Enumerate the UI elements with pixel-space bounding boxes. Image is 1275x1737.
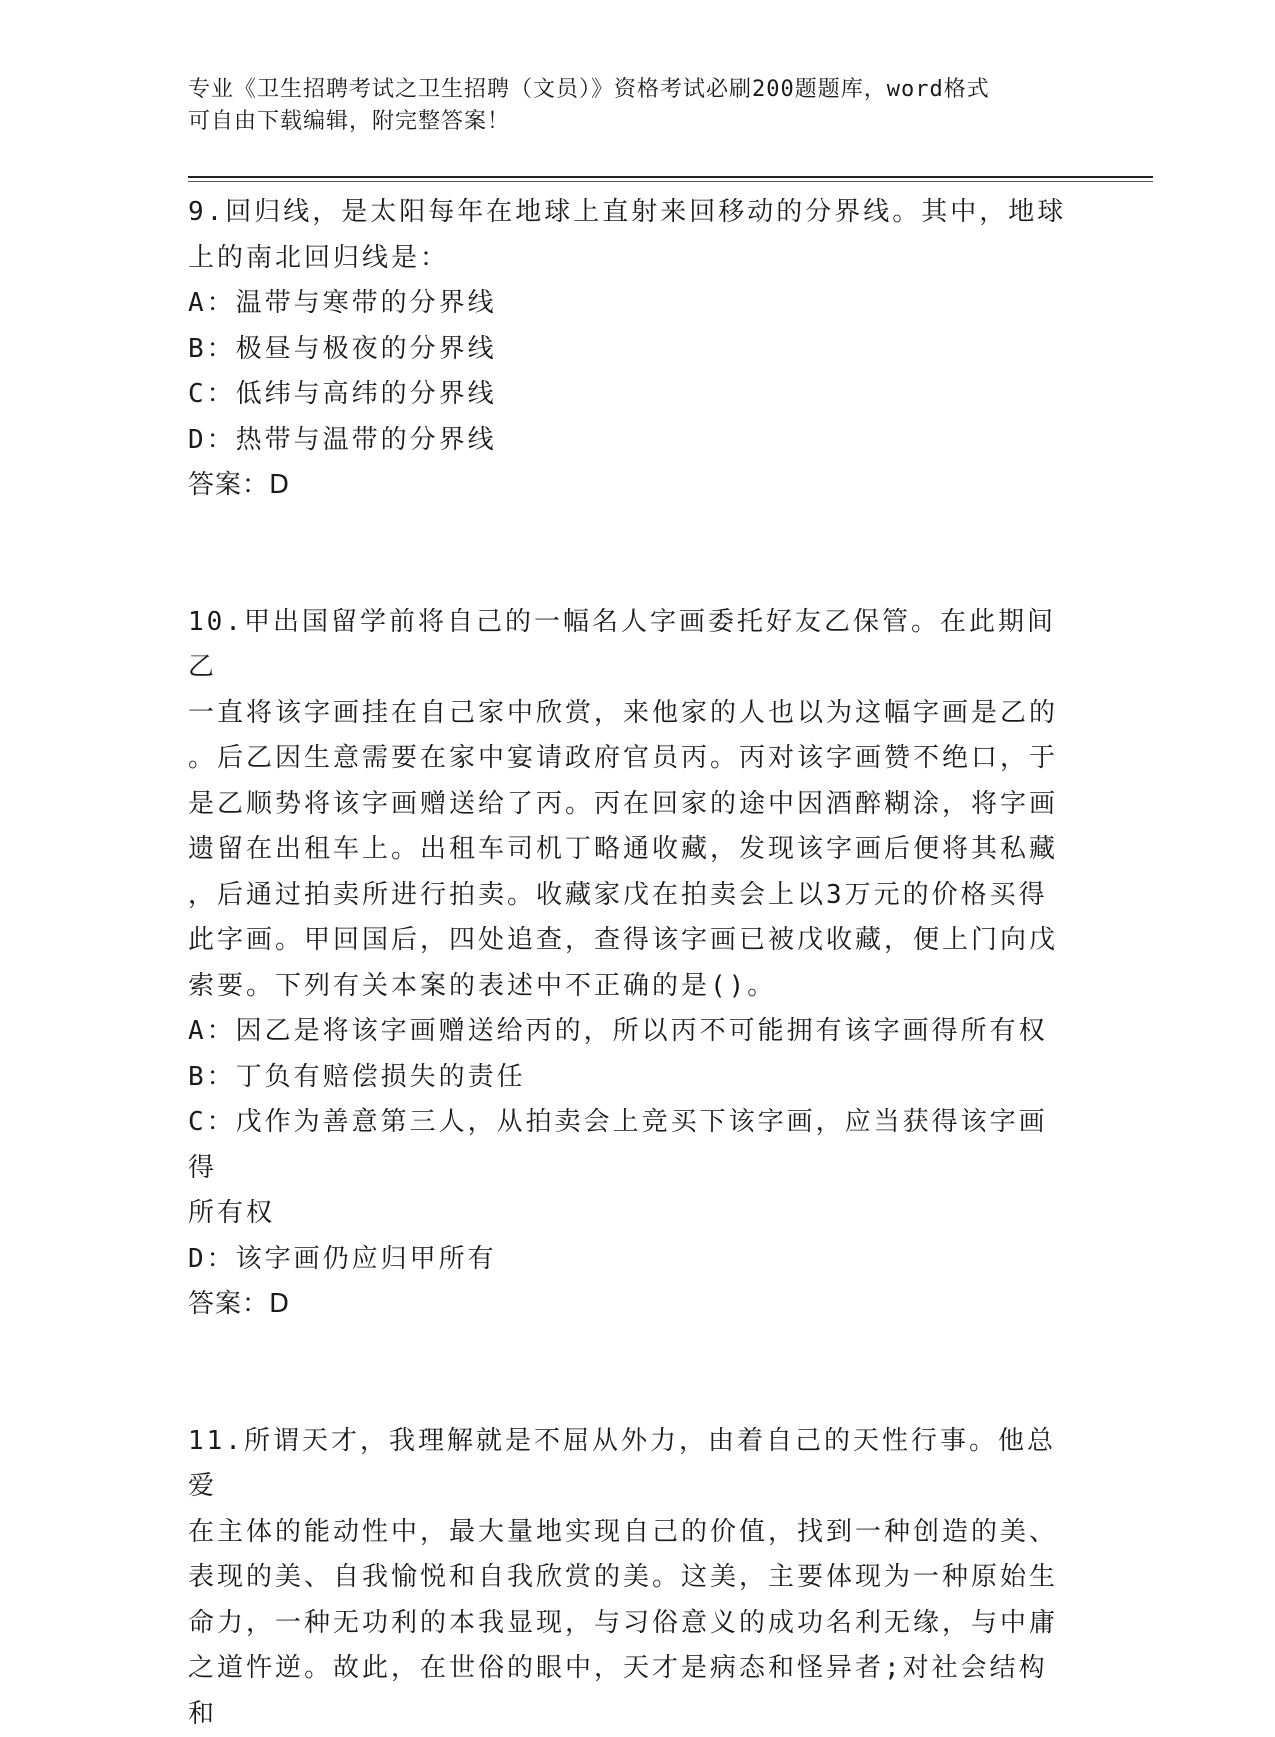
question-stem-line: 9.回归线，是太阳每年在地球上直射来回移动的分界线。其中，地球 bbox=[188, 190, 1073, 236]
question-10 bbox=[188, 600, 1073, 1328]
question-stem-line: 一直将该字画挂在自己家中欣赏，来他家的人也以为这幅字画是乙的 bbox=[188, 691, 1073, 737]
document-header bbox=[188, 74, 1068, 138]
question-stem-line: 表现的美、自我愉悦和自我欣赏的美。这美，主要体现为一种原始生 bbox=[188, 1555, 1073, 1601]
option-b: B：丁负有赔偿损失的责任 bbox=[188, 1055, 1073, 1101]
question-stem-line: 命力，一种无功利的本我显现，与习俗意义的成功名利无缘，与中庸 bbox=[188, 1601, 1073, 1647]
option-a: A：因乙是将该字画赠送给丙的，所以丙不可能拥有该字画得所有权 bbox=[188, 1009, 1073, 1055]
answer-line: 答案：D bbox=[188, 1282, 1073, 1328]
question-stem-line: 。后乙因生意需要在家中宴请政府官员丙。丙对该字画赞不绝口，于 bbox=[188, 736, 1073, 782]
question-stem-line: 11.所谓天才，我理解就是不屈从外力，由着自己的天性行事。他总爱 bbox=[188, 1419, 1073, 1510]
option-b: B：极昼与极夜的分界线 bbox=[188, 327, 1073, 373]
question-11 bbox=[188, 1419, 1073, 1737]
option-c: C：戊作为善意第三人，从拍卖会上竞买下该字画，应当获得该字画得 bbox=[188, 1100, 1073, 1191]
question-9 bbox=[188, 190, 1073, 509]
question-stem-line: 上的南北回归线是： bbox=[188, 236, 1073, 282]
header-divider-thick bbox=[188, 176, 1153, 178]
question-stem-line: 索要。下列有关本案的表述中不正确的是()。 bbox=[188, 964, 1073, 1010]
option-c-continued: 所有权 bbox=[188, 1191, 1073, 1237]
header-divider-thin bbox=[188, 181, 1153, 182]
question-stem-line: ，后通过拍卖所进行拍卖。收藏家戊在拍卖会上以3万元的价格买得 bbox=[188, 873, 1073, 919]
answer-line: 答案：D bbox=[188, 463, 1073, 509]
question-stem-line: 此字画。甲回国后，四处追查，查得该字画已被戊收藏，便上门向戊 bbox=[188, 918, 1073, 964]
question-spacer bbox=[188, 509, 1073, 600]
header-title-line-2: 可自由下载编辑，附完整答案！ bbox=[188, 106, 1068, 138]
option-a: A：温带与寒带的分界线 bbox=[188, 281, 1073, 327]
question-list bbox=[188, 190, 1073, 1737]
option-c: C：低纬与高纬的分界线 bbox=[188, 372, 1073, 418]
question-stem-line: 遗留在出租车上。出租车司机丁略通收藏，发现该字画后便将其私藏 bbox=[188, 827, 1073, 873]
option-d: D：热带与温带的分界线 bbox=[188, 418, 1073, 464]
header-title-line-1: 专业《卫生招聘考试之卫生招聘（文员）》资格考试必刷200题题库，word格式 bbox=[188, 74, 1068, 106]
question-stem-line: 是乙顺势将该字画赠送给了丙。丙在回家的途中因酒醉糊涂，将字画 bbox=[188, 782, 1073, 828]
question-stem-line: 之道忤逆。故此，在世俗的眼中，天才是病态和怪异者;对社会结构和 bbox=[188, 1646, 1073, 1737]
question-stem-line: 10.甲出国留学前将自己的一幅名人字画委托好友乙保管。在此期间乙 bbox=[188, 600, 1073, 691]
question-stem-line: 在主体的能动性中，最大量地实现自己的价值，找到一种创造的美、 bbox=[188, 1510, 1073, 1556]
question-spacer bbox=[188, 1328, 1073, 1419]
option-d: D：该字画仍应归甲所有 bbox=[188, 1237, 1073, 1283]
